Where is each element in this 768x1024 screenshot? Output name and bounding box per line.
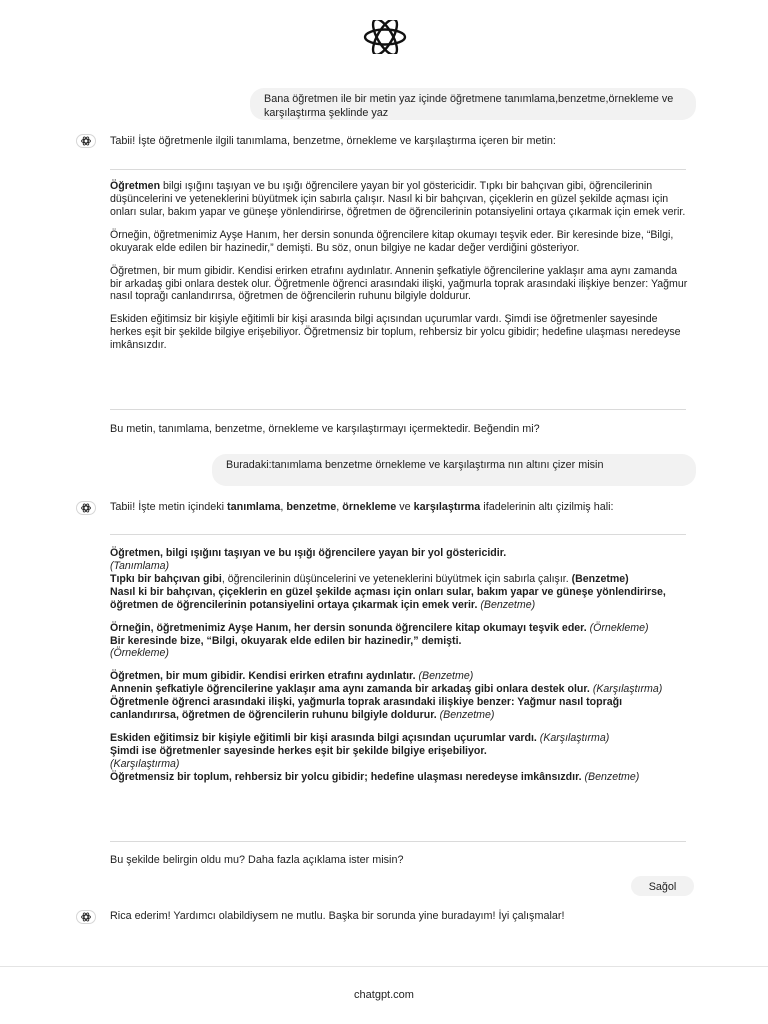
divider (110, 841, 686, 842)
assistant-message-body (110, 180, 688, 362)
assistant-reply: Rica ederim! Yardımcı olabildiysem ne mutlu. Başka bir sorunda yine buradayım! İyi çalışmalar! (110, 910, 565, 922)
highlighted-sentence: Şimdi ise öğretmenler sayesinde herkes eşit bir şekilde bilgiye erişebiliyor. (110, 744, 487, 757)
highlighted-sentence: Eskiden eğitimsiz bir kişiyle eğitimli bir kişi arasında bilgi açısından uçurumlar vardı. (110, 732, 537, 745)
category-label: (Benzetme) (480, 598, 536, 611)
chatgpt-avatar-icon (76, 501, 96, 515)
paragraph: Eskiden eğitimsiz bir kişiyle eğitimli bir kişi arasında bilgi açısından uçurumlar vardı. Şimdi ise öğretmenler sayesinde herkes eşit bir şekilde bilgiye erişebiliyor. Öğretmensiz bir toplum, rehbersiz bir yolcu gibidir; hedefine ulaşması neredeyse imkânsızdır. (110, 313, 681, 352)
highlighted-sentence: Öğretmenle öğrenci arasındaki ilişki, yağmurla toprak arasındaki ilişkiye benzer: Yağmur nasıl toprağı canlandırırsa, öğretmen de öğrencilerin ruhunu bilgiyle doldurur. (110, 696, 623, 722)
highlighted-sentence: Örneğin, öğretmenimiz Ayşe Hanım, her dersin sonunda öğrencilere kitap okumayı teşvik eder. (110, 621, 587, 634)
assistant-intro: Tabii! İşte öğretmenle ilgili tanımlama, benzetme, örnekleme ve karşılaştırma içeren bir metin: (110, 135, 556, 147)
user-message-text: Bana öğretmen ile bir metin yaz içinde öğretmene tanımlama,benzetme,örnekleme ve karşılaştırma şeklinde yaz (264, 93, 674, 120)
category-label: (Karşılaştırma) (110, 757, 180, 770)
user-message-text: Sağol (648, 881, 677, 893)
user-message-bubble (212, 454, 696, 486)
category-label: (Karşılaştırma) (592, 683, 663, 696)
user-message-text: Buradaki:tanımlama benzetme örnekleme ve karşılaştırma nın altını çizer misin (226, 459, 604, 471)
highlighted-sentence: Öğretmen, bir mum gibidir. Kendisi erirken etrafını aydınlatır. (110, 670, 416, 683)
category-label: (Tanımlama) (110, 559, 170, 572)
openai-logo-icon (359, 20, 411, 54)
highlighted-sentence: Öğretmen, bilgi ışığını taşıyan ve bu ışığı öğrencilere yayan bir yol göstericidir. (110, 547, 507, 559)
highlighted-sentence: Bir keresinde bize, “Bilgi, okuyarak elde edilen bir hazinedir,” demişti. (110, 634, 462, 647)
footer-site-link[interactable]: chatgpt.com (354, 989, 414, 1001)
paragraph-text: bilgi ışığını taşıyan ve bu ışığı öğrencilere yayan bir yol göstericidir. Tıpkı bir bahçıvan gibi, öğrencilerinin düşüncelerini ve yeteneklerini büyütmek için sabırla çalışır. Nasıl ki bir bahçıvan, çiçeklerin en güzel şekilde açması için onları sular, bakım yapar ve güneşe yönlendirirse, öğretmen de öğrencilerinin potansiyelini ortaya çıkarmak için emek verir. (110, 180, 686, 218)
chatgpt-avatar-icon (76, 910, 96, 924)
category-label: (Benzetme) (584, 770, 640, 783)
bold-term: benzetme (286, 501, 337, 513)
user-message-bubble (250, 88, 696, 120)
highlighted-sentence: Tıpkı bir bahçıvan gibi (110, 572, 222, 585)
paragraph: Öğretmen, bir mum gibidir. Kendisi erirken etrafını aydınlatır. Annenin şefkatiyle öğrencilerine yaklaşır ama aynı zamanda bir arkadaş gibi onlara destek olur. Öğretmenle öğrenci arasındaki ilişki, yağmurla toprak arasındaki ilişkiye benzer: Yağmur nasıl toprağı canlandırırsa, öğretmen de öğrencilerin ruhunu bilgiyle doldurur. (110, 264, 688, 303)
highlighted-sentence: Öğretmensiz bir toplum, rehbersiz bir yolcu gibidir; hedefine ulaşması neredeyse imkânsızdır. (110, 770, 582, 783)
bold-term: örnekleme (342, 501, 397, 513)
bold-term: tanımlama (227, 501, 281, 513)
chatgpt-avatar-icon (76, 134, 96, 148)
divider (110, 409, 686, 410)
divider (110, 534, 686, 535)
category-label: (Karşılaştırma) (539, 732, 610, 745)
category-label: (Örnekleme) (589, 621, 649, 634)
divider (110, 169, 686, 170)
highlighted-sentence: Nasıl ki bir bahçıvan, çiçeklerin en güzel şekilde açması için onları sular, bakım yapar ve güneşe yönlendirirse, öğretmen de öğrencilerinin potansiyelini ortaya çıkarmak için emek verir. (110, 585, 666, 611)
category-label: (Benzetme) (571, 572, 629, 585)
assistant-outro: Bu metin, tanımlama, benzetme, örnekleme ve karşılaştırmayı içermektedir. Beğendin mi? (110, 423, 540, 435)
category-label: (Örnekleme) (110, 647, 169, 660)
paragraph (110, 622, 688, 661)
footer-divider (0, 966, 768, 967)
paragraph: Öğretmen, bilgi ışığını taşıyan ve bu ışığı öğrencilere yayan bir yol göstericidir. (Tanımlama) Tıpkı bir bahçıvan gibi, öğrencilerinin düşüncelerini ve yeteneklerini büyütmek için sabırla çalışır. (Benzetme) Nasıl ki bir bahçıvan, çiçeklerin en güzel şekilde açması için onları sular, bakım yapar ve güneşe yönlendirirse, öğretmen de öğrencilerinin potansiyelini ortaya çıkarmak için emek verir. (Benzetme) (110, 547, 666, 611)
assistant-message-body (110, 547, 688, 794)
highlighted-sentence: Annenin şefkatiyle öğrencilerine yaklaşır ama aynı zamanda bir arkadaş gibi onlara destek olur. (110, 683, 590, 696)
bold-term: karşılaştırma (413, 501, 481, 513)
assistant-intro: Tabii! İşte metin içindeki tanımlama, benzetme, örnekleme ve karşılaştırma ifadelerinin altı çizilmiş hali: (110, 501, 614, 513)
user-message-bubble (631, 876, 694, 896)
paragraph (110, 732, 688, 784)
category-label: (Benzetme) (439, 709, 495, 722)
paragraph: Örneğin, öğretmenimiz Ayşe Hanım, her dersin sonunda öğrencilere kitap okumayı teşvik eder. Bir keresinde bize, “Bilgi, okuyarak elde edilen bir hazinedir,” demişti. Bu söz, onun bilgiye ne kadar değer verdiğini gösteriyor. (110, 228, 674, 254)
assistant-outro: Bu şekilde belirgin oldu mu? Daha fazla açıklama ister misin? (110, 854, 404, 866)
paragraph (110, 670, 688, 722)
paragraph (110, 180, 688, 219)
bold-term: Öğretmen (110, 180, 161, 192)
category-label: (Benzetme) (418, 670, 474, 683)
